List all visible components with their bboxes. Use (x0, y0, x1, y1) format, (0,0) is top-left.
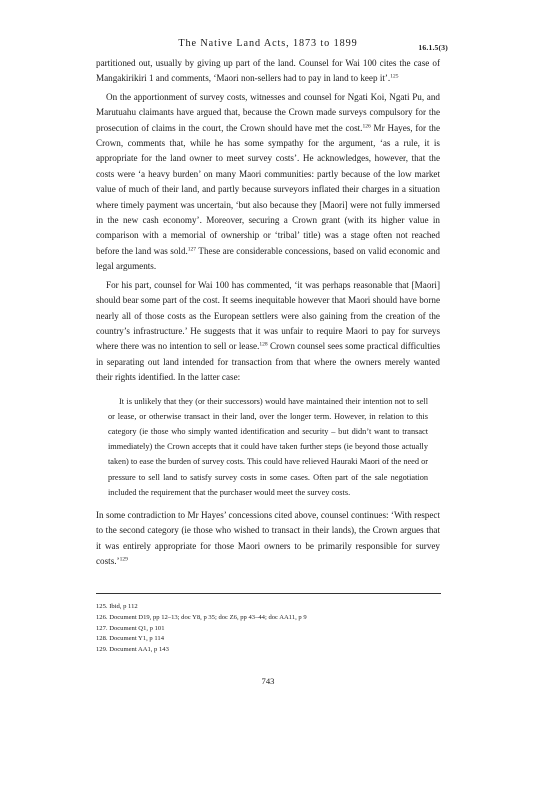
paragraph-2-text-a: On the apportionment of survey costs, witnesses and counsel for Ngati Koi, Ngati Pu, and Marutuahu claimants have argued that, because the Crown made surveys compulsory for the prosecution of claims in the court, the Crown should have met the cost. (96, 91, 440, 133)
paragraph-2-text-c: These are considerable concessions, based on valid economic and legal arguments. (96, 245, 440, 272)
running-head: The Native Land Acts, 1873 to 1899 (178, 38, 358, 49)
paragraph-2-text-b: Mr Hayes, for the Crown, comments that, while he has some sympathy for the argument, ‘as a rule, it is appropriate for the land owner to meet survey costs’. He acknowledges, however, that the costs were ‘a heavy burden’ on many Maori communities: partly because of the low market value of much of their land, and partly because surveyors inflated their charges in a situation where timely payment was uncertain, ‘but also because they [Maori] were not fully immersed in the new cash economy’. Moreover, securing a Crown grant (with its higher value in comparison with a memorial of ownership or ‘tribal’ title) was a stage often not reached before the land was sold. (96, 122, 440, 256)
footnote-ref-129[interactable]: 129 (119, 556, 128, 563)
paragraph-4-text: In some contradiction to Mr Hayes’ concessions cited above, counsel continues: ‘With respect to the second category (ie those who wished to transact in their lands), the Crown argues that it was entirely appropriate for those Maori owners to be primarily responsible for survey costs.’ (96, 509, 440, 567)
footnote-ref-125[interactable]: 125 (390, 73, 399, 80)
section-reference: 16.1.5(3) (418, 43, 448, 52)
paragraph-3-text-b: Crown counsel sees some practical difficulties in separating out land intended for transaction from that where the owners merely wanted their rights identified. In the latter case: (96, 341, 440, 383)
paragraph-1 (96, 56, 440, 87)
footnote-ref-126[interactable]: 126 (362, 123, 371, 130)
paragraph-2 (96, 90, 440, 275)
page-number: 743 (261, 676, 275, 686)
paragraph-3 (96, 278, 440, 386)
footnote: 129. Document AA1, p 143 (96, 646, 169, 654)
footnote-ref-127[interactable]: 127 (187, 246, 197, 253)
block-quote-text: It is unlikely that they (or their successors) would have maintained their intention not to sell or lease, or otherwise transact in their land, over the longer term. However, in relation to this category (ie those who simply wanted identification and security – but didn’t want to transact immediately) the Crown accepts that it could have taken further steps (ie beyond those actually taken) to ease the burden of survey costs. This could have relieved Hauraki Maori of the need or pressure to sell land to satisfy survey costs in some cases. Often part of the sale negotiation included the requirement that the purchaser would meet the survey costs. (108, 396, 428, 497)
footnotes (96, 602, 440, 656)
paragraph-4 (96, 508, 440, 570)
footnote-divider (96, 593, 441, 594)
footnote: 126. Document D19, pp 12–13; doc Y8, p 35; doc Z6, pp 43–44; doc AA11, p 9 (96, 613, 307, 621)
paragraph-3-text-a: For his part, counsel for Wai 100 has commented, ‘it was perhaps reasonable that [Maori] should bear some part of the cost. It seems inequitable however that Maori should have borne nearly all of those costs as the European settlers were also gaining from the creation of the country’s infrastructure.’ He suggests that it was unfair to require Maori to pay for surveys where there was no intention to sell or lease. (96, 279, 440, 352)
footnote-ref-128[interactable]: 128 (259, 341, 268, 348)
footnote: 128. Document Y1, p 114 (96, 635, 165, 643)
body-text (96, 56, 440, 570)
footnote: 125. Ibid, p 112 (96, 603, 138, 610)
paragraph-1-text: partitioned out, usually by giving up part of the land. Counsel for Wai 100 cites the case of Mangakirikiri 1 and comments, ‘Maori non-sellers had to pay in land to keep it’. (96, 58, 440, 84)
footnote: 127. Document Q1, p 101 (96, 624, 165, 632)
block-quote (108, 394, 428, 500)
